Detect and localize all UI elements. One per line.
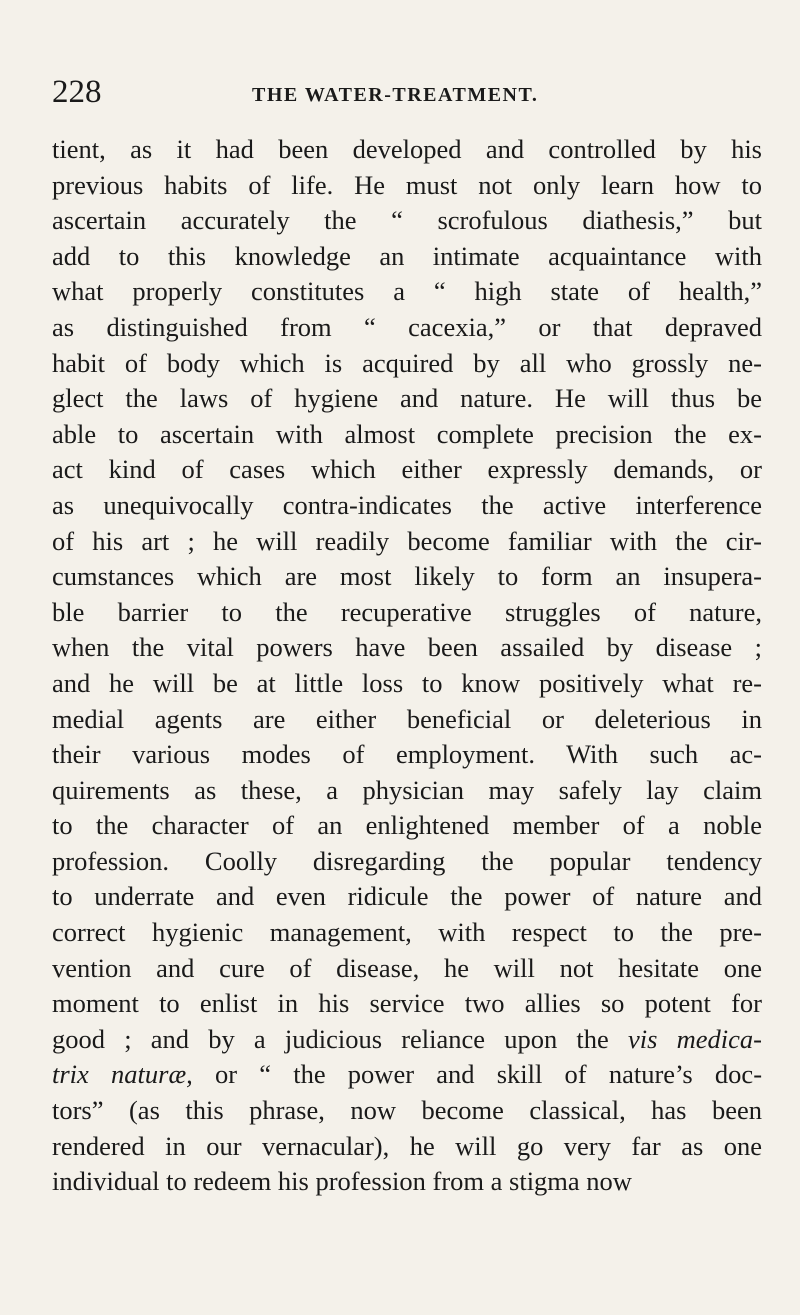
text-line: tient, as it had been developed and controlled by his	[52, 134, 762, 164]
text-segment: or “ the power and skill of nature’s doc-	[214, 1059, 763, 1090]
text-line: medial agents are either beneficial or deleterious in	[52, 703, 762, 734]
running-head: THE WATER-TREATMENT.	[252, 84, 539, 106]
text-line: glect the laws of hygiene and nature. He will thus be	[52, 383, 762, 414]
text-line: act kind of cases which either expressly demands, or	[52, 454, 762, 485]
text-line: as distinguished from “ cacexia,” or that depraved	[52, 311, 762, 342]
text-line: when the vital powers have been assailed by disease ;	[52, 632, 762, 663]
italic-phrase: trix	[52, 1059, 89, 1090]
text-line: tors” (as this phrase, now become classical, has been	[52, 1095, 762, 1126]
text-line: individual to redeem his profession from a stigma now	[52, 1166, 632, 1197]
text-line	[52, 1022, 762, 1058]
body-text	[52, 132, 762, 1200]
text-line: previous habits of life. He must not only learn how to	[52, 169, 762, 200]
text-line: moment to enlist in his service two allies so potent for	[52, 988, 762, 1019]
italic-phrase: vis medica-	[628, 1023, 762, 1054]
text-line: to underrate and even ridicule the power of nature and	[52, 881, 762, 912]
text-line: to the character of an enlightened member of a noble	[52, 810, 762, 841]
text-line: correct hygienic management, with respect to the pre-	[52, 917, 762, 948]
text-line: what properly constitutes a “ high state of health,”	[52, 276, 762, 307]
text-line: profession. Coolly disregarding the popular tendency	[52, 845, 762, 876]
text-line: add to this knowledge an intimate acquaintance with	[52, 240, 762, 271]
text-line: as unequivocally contra-indicates the active interference	[52, 489, 762, 520]
text-line	[52, 1057, 762, 1093]
text-line: quirements as these, a physician may safely lay claim	[52, 774, 762, 805]
text-line: ble barrier to the recuperative struggles of nature,	[52, 596, 762, 627]
text-line: able to ascertain with almost complete precision the ex-	[52, 418, 762, 449]
text-line: habit of body which is acquired by all who grossly ne-	[52, 347, 762, 378]
text-line: cumstances which are most likely to form an insupera-	[52, 561, 762, 592]
page-number: 228	[52, 74, 102, 110]
italic-phrase: naturæ,	[111, 1059, 193, 1090]
text-line: rendered in our vernacular), he will go very far as one	[52, 1130, 762, 1161]
text-line: their various modes of employment. With such ac-	[52, 739, 762, 770]
text-line: ascertain accurately the “ scrofulous diathesis,” but	[52, 205, 762, 236]
page-header	[52, 74, 782, 114]
text-line: of his art ; he will readily become familiar with the cir-	[52, 525, 762, 556]
text-line: vention and cure of disease, he will not hesitate one	[52, 952, 762, 983]
text-segment: good ; and by a judicious reliance upon the	[52, 1023, 609, 1054]
text-line: and he will be at little loss to know positively what re-	[52, 667, 762, 698]
